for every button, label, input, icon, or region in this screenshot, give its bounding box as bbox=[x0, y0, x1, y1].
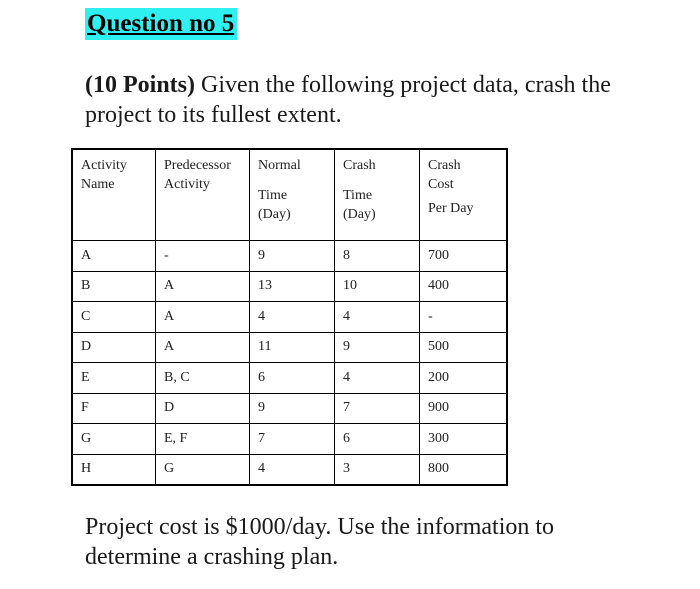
table-row bbox=[72, 363, 507, 394]
header-crash-cost: Crash Cost Per Day bbox=[420, 149, 508, 241]
cell-predecessor: A bbox=[156, 271, 250, 302]
cell-activity: G bbox=[72, 424, 156, 455]
footer-instruction: Project cost is $1000/day. Use the information to determine a crashing plan. bbox=[85, 514, 555, 570]
cell-crash-time: 8 bbox=[335, 241, 420, 272]
cell-predecessor: A bbox=[156, 332, 250, 363]
cell-crash-time: 10 bbox=[335, 271, 420, 302]
table-header-row bbox=[72, 149, 507, 241]
cell-crash-time: 7 bbox=[335, 393, 420, 424]
cell-activity: C bbox=[72, 302, 156, 333]
cell-crash-cost: 300 bbox=[420, 424, 508, 455]
table-row bbox=[72, 241, 507, 272]
cell-activity: E bbox=[72, 363, 156, 394]
cell-predecessor: D bbox=[156, 393, 250, 424]
cell-crash-time: 9 bbox=[335, 332, 420, 363]
cell-crash-time: 3 bbox=[335, 454, 420, 485]
cell-activity: F bbox=[72, 393, 156, 424]
table-row bbox=[72, 332, 507, 363]
cell-predecessor: G bbox=[156, 454, 250, 485]
table-row bbox=[72, 302, 507, 333]
cell-normal-time: 13 bbox=[250, 271, 335, 302]
header-activity-name: Activity Name bbox=[72, 149, 156, 241]
cell-crash-time: 4 bbox=[335, 363, 420, 394]
table-row bbox=[72, 424, 507, 455]
points-label: (10 Points) bbox=[85, 72, 195, 98]
cell-normal-time: 4 bbox=[250, 302, 335, 333]
table-row bbox=[72, 454, 507, 485]
prompt-text: Given the following project data, crash the project to its fullest extent. bbox=[85, 72, 611, 128]
cell-activity: B bbox=[72, 271, 156, 302]
cell-crash-cost: 200 bbox=[420, 363, 508, 394]
cell-crash-cost: 500 bbox=[420, 332, 508, 363]
cell-activity: A bbox=[72, 241, 156, 272]
header-crash-time: Crash Time (Day) bbox=[335, 149, 420, 241]
cell-crash-cost: 900 bbox=[420, 393, 508, 424]
question-heading: Question no 5 bbox=[85, 8, 237, 40]
cell-normal-time: 11 bbox=[250, 332, 335, 363]
cell-predecessor: E, F bbox=[156, 424, 250, 455]
cell-predecessor: - bbox=[156, 241, 250, 272]
header-normal-time: Normal Time (Day) bbox=[250, 149, 335, 241]
project-data-table bbox=[71, 148, 508, 486]
cell-activity: H bbox=[72, 454, 156, 485]
cell-crash-cost: 700 bbox=[420, 241, 508, 272]
cell-predecessor: B, C bbox=[156, 363, 250, 394]
table-row bbox=[72, 393, 507, 424]
cell-crash-cost: - bbox=[420, 302, 508, 333]
cell-normal-time: 4 bbox=[250, 454, 335, 485]
cell-predecessor: A bbox=[156, 302, 250, 333]
cell-crash-cost: 400 bbox=[420, 271, 508, 302]
cell-crash-time: 6 bbox=[335, 424, 420, 455]
question-prompt bbox=[85, 70, 645, 130]
cell-activity: D bbox=[72, 332, 156, 363]
cell-normal-time: 7 bbox=[250, 424, 335, 455]
header-predecessor: Predecessor Activity bbox=[156, 149, 250, 241]
cell-crash-time: 4 bbox=[335, 302, 420, 333]
cell-crash-cost: 800 bbox=[420, 454, 508, 485]
cell-normal-time: 6 bbox=[250, 363, 335, 394]
table-row bbox=[72, 271, 507, 302]
cell-normal-time: 9 bbox=[250, 241, 335, 272]
cell-normal-time: 9 bbox=[250, 393, 335, 424]
